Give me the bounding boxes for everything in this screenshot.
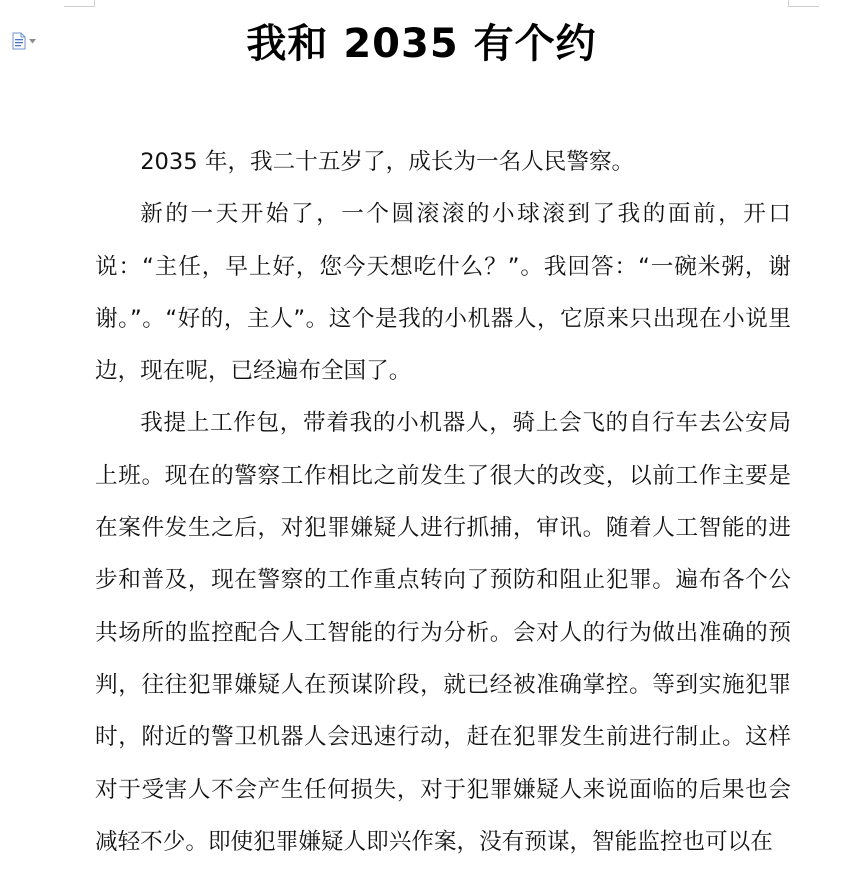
document-title: 我和 2035 有个约 (246, 21, 597, 67)
document-body (95, 136, 791, 868)
paragraph: 新的一天开始了，一个圆滚滚的小球滚到了我的面前，开口说：“主任，早上好，您今天想吃什么？”。我回答：“一碗米粥，谢谢。”。“好的，主人”。这个是我的小机器人，它原来只出现在小说里边，现在呢，已经遍布全国了。 (95, 201, 791, 385)
page-corner-mark-right (788, 0, 819, 7)
page-corner-mark-left (64, 0, 95, 7)
paragraph: 我提上工作包，带着我的小机器人，骑上会飞的自行车去公安局上班。现在的警察工作相比之前发生了很大的改变，以前工作主要是在案件发生之后，对犯罪嫌疑人进行抓捕，审讯。随着人工智能的进步和普及，现在警察的工作重点转向了预防和阻止犯罪。遍布各个公共场所的监控配合人工智能的行为分析。会对人的行为做出准确的预判，往往犯罪嫌疑人在预谋阶段，就已经被准确掌控。等到实施犯罪时，附近的警卫机器人会迅速行动，赶在犯罪发生前进行制止。这样对于受害人不会产生任何损失，对于犯罪嫌疑人来说面临的后果也会减轻不少。即使犯罪嫌疑人即兴作案，没有预谋，智能监控也可以在 (95, 410, 791, 855)
paragraph: 2035 年，我二十五岁了，成长为一名人民警察。 (140, 149, 635, 175)
